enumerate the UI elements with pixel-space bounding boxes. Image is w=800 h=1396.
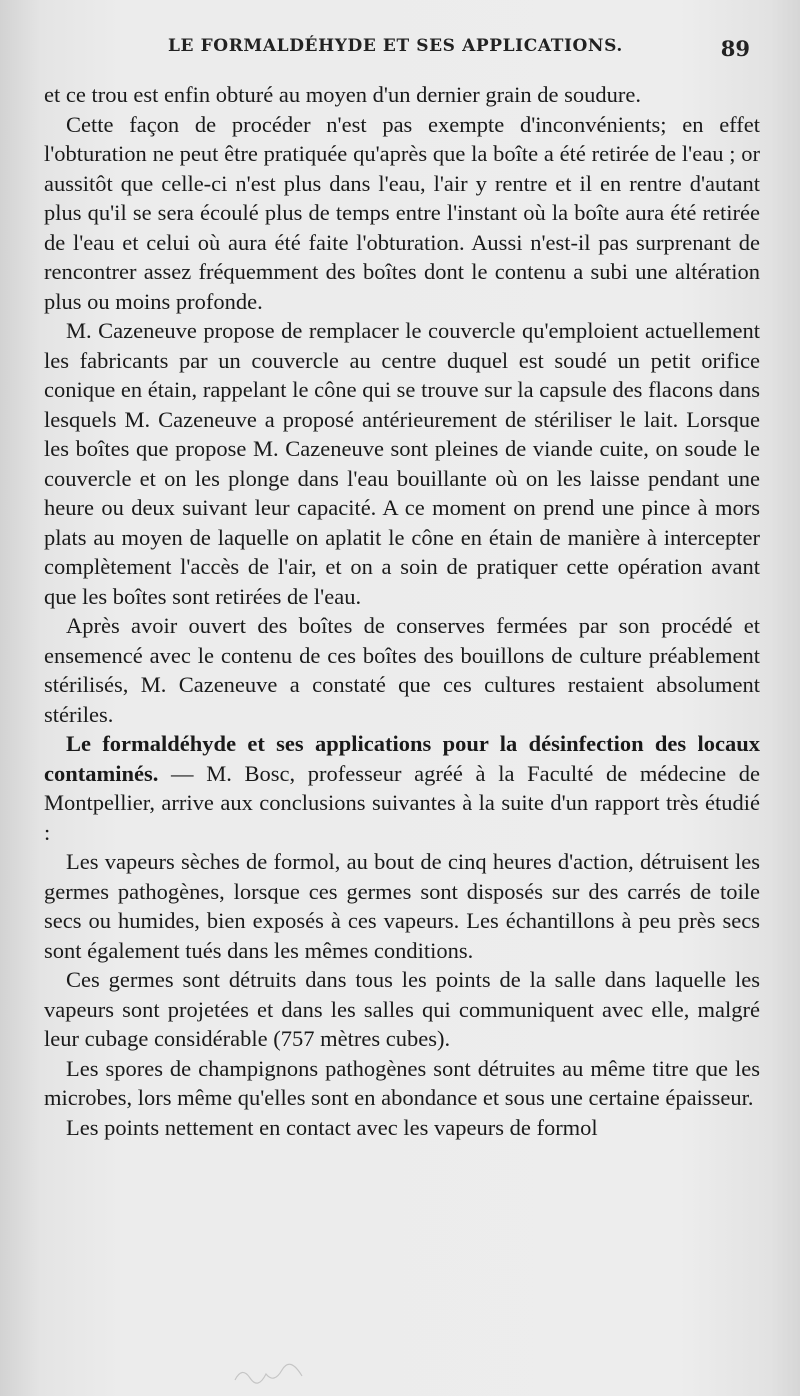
paragraph-fungal-spores: Les spores de champignons pathogènes sont détruites au même titre que les microbes, lors même qu'elles sont en abondance et sous une certaine épaisseur.	[44, 1055, 760, 1110]
page-number: 89	[720, 36, 750, 61]
running-title: LE FORMALDÉHYDE ET SES APPLICATIONS.	[168, 36, 623, 56]
paragraph-cazeneuve-proposal: M. Cazeneuve propose de remplacer le couvercle qu'emploient actuellement les fabricants par un couvercle au centre duquel est soudé un petit orifice conique en étain, rappelant le cône qui se trouve sur la capsule des flacons dans lesquels M. Cazeneuve a proposé antérieurement de stériliser le lait. Lorsque les boîtes que propose M. Cazeneuve sont pleines de viande cuite, on soude le couvercle et on les plonge dans l'eau bouillante où on les laisse pendant une heure ou deux suivant leur capacité. A ce moment on prend une pince à mors plats au moyen de laquelle on aplatit le cône en étain de manière à intercepter complètement l'accès de l'air, et on a soin de pratiquer cette opération avant que les boîtes sont retirées de l'eau.	[44, 318, 760, 609]
paragraph-bosc-text: — M. Bosc, professeur agréé à la Faculté de médecine de Montpellier, arrive aux conclusions suivantes à la suite d'un rapport très étudié :	[44, 760, 760, 845]
paragraph-bosc-report	[44, 729, 760, 847]
section-heading: Le formaldéhyde et ses applications pour la désinfection des locaux contaminés.	[44, 731, 760, 786]
paragraph-cazeneuve-results: Après avoir ouvert des boîtes de conserves fermées par son procédé et ensemencé avec le contenu de ces boîtes des bouillons de culture préablement stérilisés, M. Cazeneuve a constaté que ces cultures restaient absolument stériles.	[44, 613, 760, 727]
paragraph-contact-points: Les points nettement en contact avec les vapeurs de formol	[66, 1114, 598, 1140]
paragraph-continuation: et ce trou est enfin obturé au moyen d'un dernier grain de soudure.	[44, 82, 641, 107]
paragraph-obturation-drawbacks: Cette façon de procéder n'est pas exempte d'inconvénients; en effet l'obturation ne peut être pratiquée qu'après que la boîte a été retirée de l'eau ; or aussitôt que celle-ci n'est plus dans l'eau, l'air y rentre et il en rentre d'autant plus qu'il se sera écoulé plus de temps entre l'instant où la boîte aura été retirée de l'eau et celui où aura été faite l'obturation. Aussi n'est-il pas surprenant de rencontrer assez fréquemment des boîtes dont le contenu a subi une altération plus ou moins profonde.	[44, 111, 760, 314]
body-text	[44, 80, 760, 1142]
ink-smudge-mark	[230, 1360, 310, 1388]
paragraph-dry-vapours: Les vapeurs sèches de formol, au bout de cinq heures d'action, détruisent les germes pathogènes, lorsque ces germes sont disposés sur des carrés de toile secs ou humides, bien exposés à ces vapeurs. Les échantillons à peu près secs sont également tués dans les mêmes conditions.	[44, 849, 760, 963]
paragraph-germs-destroyed: Ces germes sont détruits dans tous les points de la salle dans laquelle les vapeurs sont projetées et dans les salles qui communiquent avec elle, malgré leur cubage considérable (757 mètres cubes).	[44, 967, 760, 1051]
